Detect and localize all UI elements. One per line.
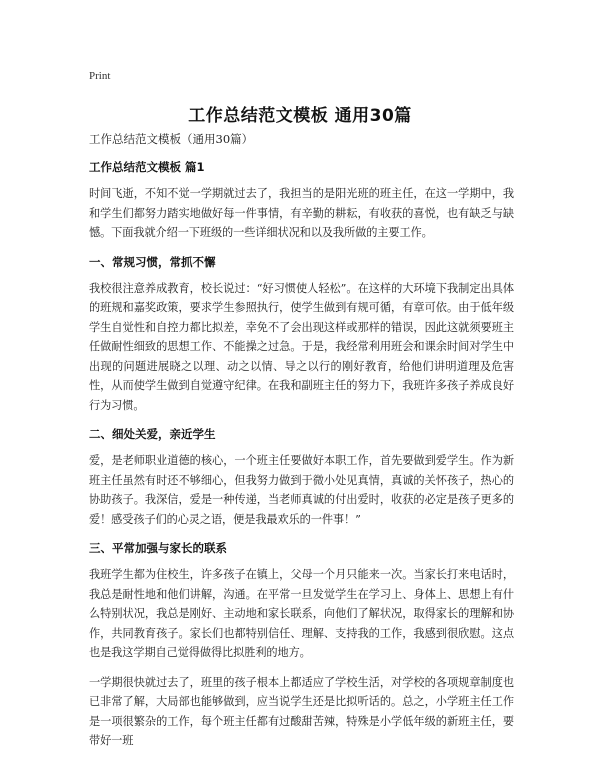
section-heading-3: 三、平常加强与家长的联系 <box>89 541 227 555</box>
page-title: 工作总结范文模板 通用30篇 <box>188 106 412 126</box>
print-link[interactable]: Print <box>89 70 111 82</box>
article-heading: 工作总结范文模板 篇1 <box>89 160 205 174</box>
section-3-paragraph-2: 一学期很快就过去了，班里的孩子根本上都适应了学校生活，对学校的各项规章制度也已非常了解，大局部也能够做到，应当说学生还是比拟听话的。总之，小学班主任工作是一项很繁杂的工作，每个班主任都有过酸甜苦辣，特殊是小学低年级的新班主任，要带好一班 <box>89 675 514 747</box>
section-heading-1: 一、常规习惯，常抓不懈 <box>89 254 216 269</box>
document-content <box>89 130 514 761</box>
intro-paragraph: 时间飞逝，不知不觉一学期就过去了，我担当的是阳光班的班主任，在这一学期中，我和学生们都努力踏实地做好每一件事情，有辛勤的耕耘，有收获的喜悦，也有缺乏与缺憾。下面我就介绍一下班级的一些详细状况和以及我所做的主要工作。 <box>89 187 514 239</box>
section-heading-2: 二、细处关爱，亲近学生 <box>89 427 216 441</box>
section-3-paragraph-1: 我班学生都为住校生，许多孩子在镇上，父母一个月只能来一次。当家长打来电话时，我总是耐性地和他们讲解，沟通。在平常一旦发觉学生在学习上、身体上、思想上有什么特别状况，我总是刚好、主动地和家长联系，向他们了解状况，取得家长的理解和协作，共同教育孩子。家长们也都特别信任、理解、支持我的工作，我感到很欣慰。这点也是我这学期自己觉得做得比拟胜利的地方。 <box>89 568 514 659</box>
section-1-paragraph-1: 我校很注意养成教育，校长说过：“好习惯使人轻松”。在这样的大环境下我制定出具体的班规和嘉奖政策，要求学生参照执行，使学生做到有规可循，有章可依。由于低年级学生自觉性和自控力都比拟差，幸免不了会出现这样或那样的错误，因此这就须要班主任做耐性细致的思想工作、不能操之过急。于是，我经常利用班会和课余时间对学生中出现的问题进展晓之以理、动之以情、导之以行的刚好教育，给他们讲明道理及危害性，从而使学生做到自觉遵守纪律。在我和副班主任的努力下，我班许多孩子养成良好行为习惯。 <box>89 281 514 412</box>
section-2-paragraph-1: 爱，是老师职业道德的核心，一个班主任要做好本职工作，首先要做到爱学生。作为新班主任虽然有时还不够细心，但我努力做到于微小处见真情，真诚的关怀孩子，热心的协助孩子。我深信，爱是一种传递，当老师真诚的付出爱时，收获的必定是孩子更多的爱！感受孩子们的心灵之语，便是我最欢乐的一件事！” <box>89 454 514 526</box>
document-subtitle: 工作总结范文模板（通用30篇） <box>89 132 254 146</box>
